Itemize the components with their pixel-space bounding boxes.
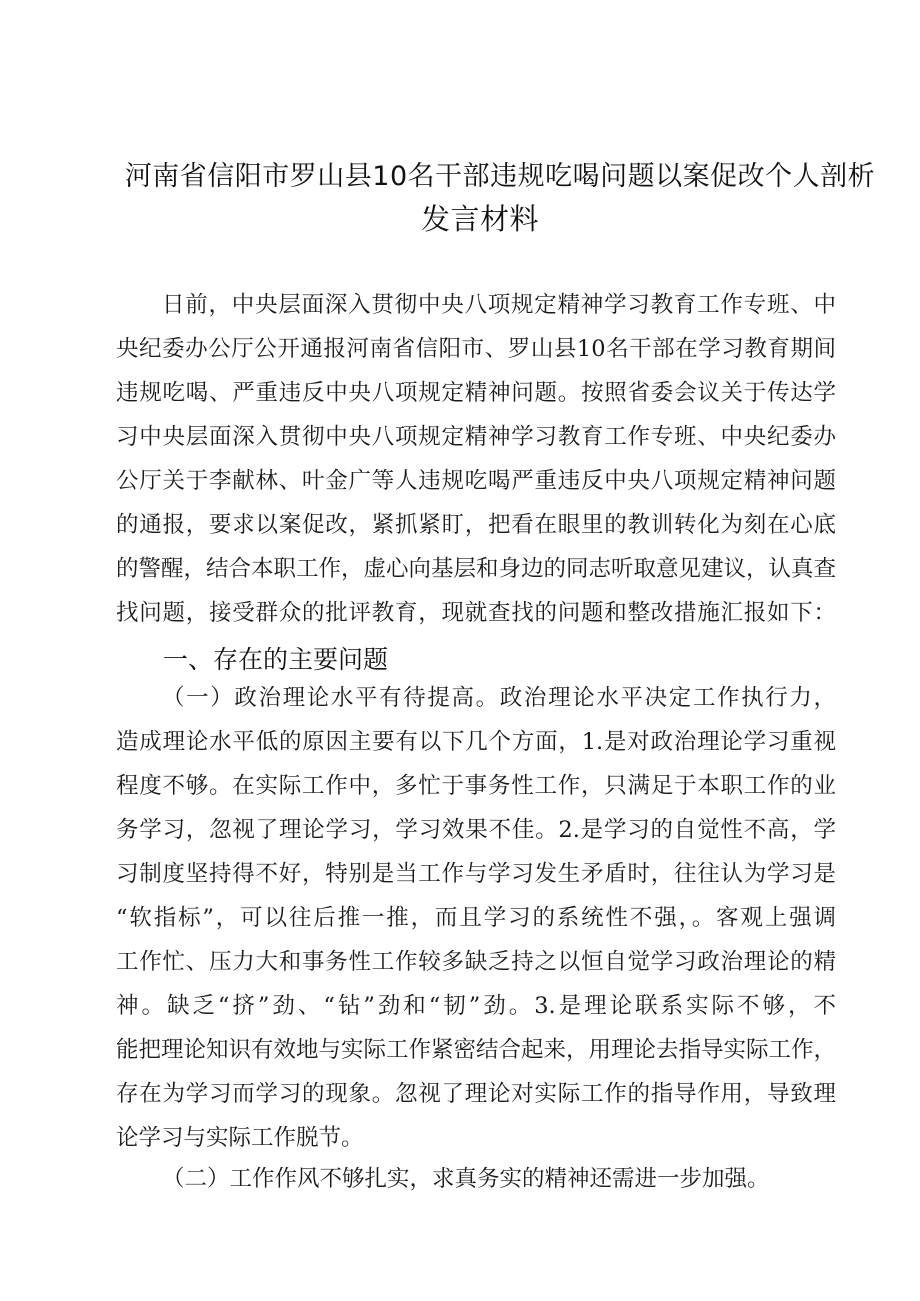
- para1-line: 程度不够。在实际工作中，多忙于事务性工作，只满足于本职工作的业: [116, 773, 836, 799]
- intro-line: 的警醒，结合本职工作，虚心向基层和身边的同志听取意见建议，认真查: [116, 556, 837, 582]
- para1-line: 习制度坚持得不好，特别是当工作与学习发生矛盾时，往往认为学习是: [116, 861, 836, 887]
- intro-line: 找问题，接受群众的批评教育，现就查找的问题和整改措施汇报如下：: [116, 600, 836, 626]
- para1-line: （一）政治理论水平有待提高。政治理论水平决定工作执行力，: [162, 685, 836, 711]
- document-title-line-2: 发言材料: [420, 202, 539, 236]
- para1-line: 务学习，忽视了理论学习，学习效果不佳。2.是学习的自觉性不高，学: [116, 817, 836, 843]
- para1-line: 能把理论知识有效地与实际工作紧密结合起来，用理论去指导实际工作，: [116, 1037, 837, 1063]
- para1-line: “软指标”，可以往后推一推，而且学习的系统性不强，。客观上强调: [116, 905, 836, 931]
- para1-line: 造成理论水平低的原因主要有以下几个方面，1.是对政治理论学习重视: [116, 729, 836, 755]
- intro-line: 的通报，要求以案促改，紧抓紧盯，把看在眼里的教训转化为刻在心底: [116, 512, 836, 538]
- para1-line: 存在为学习而学习的现象。忽视了理论对实际工作的指导作用，导致理: [116, 1081, 836, 1107]
- intro-line: 公厅关于李献林、叶金广等人违规吃喝严重违反中央八项规定精神问题: [116, 468, 836, 494]
- intro-line: 违规吃喝、严重违反中央八项规定精神问题。按照省委会议关于传达学: [116, 380, 836, 406]
- intro-line: 日前，中央层面深入贯彻中央八项规定精神学习教育工作专班、中: [162, 292, 836, 318]
- section-heading: 一、存在的主要问题: [163, 645, 389, 674]
- intro-line: 习中央层面深入贯彻中央八项规定精神学习教育工作专班、中央纪委办: [116, 424, 836, 450]
- para1-line: 神。缺乏“挤”劲、“钻”劲和“韧”劲。3.是理论联系实际不够，不: [116, 993, 836, 1019]
- para1-line: 论学习与实际工作脱节。: [116, 1125, 364, 1151]
- para1-line: 工作忙、压力大和事务性工作较多缺乏持之以恒自觉学习政治理论的精: [116, 949, 836, 975]
- para2-line: （二）工作作风不够扎实，求真务实的精神还需进一步加强。: [162, 1166, 770, 1192]
- document-title-line-1: 河南省信阳市罗山县10名干部违规吃喝问题以案促改个人剖析: [124, 161, 876, 192]
- intro-line: 央纪委办公厅公开通报河南省信阳市、罗山县10名干部在学习教育期间: [116, 336, 836, 362]
